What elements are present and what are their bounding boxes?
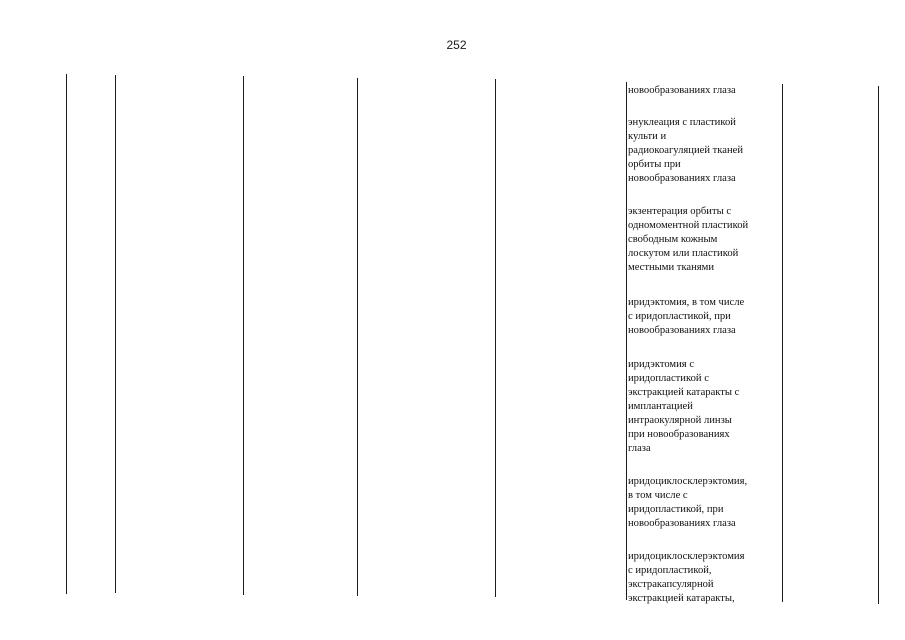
procedure-entry: экзентерация орбиты с одномоментной пластикой свободным кожным лоскутом или пластикой местными тканями: [628, 206, 749, 273]
procedure-entry: энуклеация с пластикой культи и радиокоагуляцией тканей орбиты при новообразованиях глаза: [628, 117, 744, 184]
procedure-entry: иридэктомия с иридопластикой с экстракцией катаракты с имплантацией интраокулярной линзы при новообразованиях глаза: [628, 359, 740, 454]
page-number: 252: [446, 38, 467, 52]
procedure-entry: иридоциклосклерэктомия, в том числе с иридопластикой, при новообразованиях глаза: [628, 476, 748, 529]
procedure-entry: иридэктомия, в том числе с иридопластикой, при новообразованиях глаза: [628, 297, 745, 336]
procedure-entry: иридоциклосклерэктомия с иридопластикой, экстракапсулярной экстракцией катаракты,: [628, 551, 745, 604]
table-column-border: [495, 79, 496, 597]
table-column-border: [243, 76, 244, 595]
table-column-border: [626, 82, 627, 600]
procedure-entry: новообразованиях глаза: [628, 85, 736, 96]
table-column-border: [66, 74, 67, 594]
table-column-border: [115, 75, 116, 593]
table-column-border: [878, 86, 879, 604]
table-column-border: [357, 78, 358, 596]
procedure-list: [628, 84, 784, 606]
